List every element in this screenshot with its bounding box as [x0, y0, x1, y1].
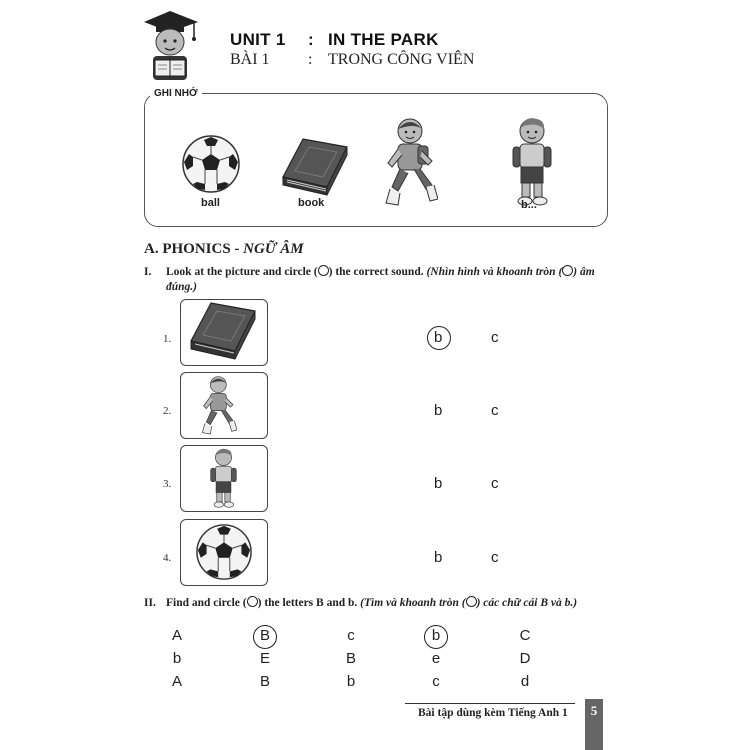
- letter-cell[interactable]: c: [432, 673, 440, 690]
- option-b[interactable]: b: [434, 475, 443, 492]
- vocab-caption-ball: ball: [201, 197, 220, 209]
- item-number: 3.: [163, 478, 172, 490]
- letter-cell[interactable]: b: [346, 673, 356, 690]
- item-number: 1.: [163, 333, 172, 345]
- instruction-vi-part: (Nhìn hình và khoanh tròn (: [426, 266, 563, 278]
- instruction-number: II.: [144, 597, 156, 609]
- remember-label: GHI NHỚ: [150, 88, 202, 99]
- letter-cell[interactable]: d: [520, 673, 530, 690]
- instruction-text: [166, 596, 606, 611]
- circle-symbol-icon: [466, 596, 477, 607]
- option-c[interactable]: c: [491, 402, 499, 419]
- unit-name: IN THE PARK: [328, 30, 439, 49]
- picture-frame: [180, 299, 268, 366]
- option-b[interactable]: b: [434, 549, 443, 566]
- item-number: 2.: [163, 405, 172, 417]
- footer-book-title: Bài tập dùng kèm Tiếng Anh 1: [418, 707, 568, 719]
- letter-cell[interactable]: A: [171, 627, 182, 644]
- vocab-caption-book: book: [298, 197, 325, 209]
- instruction-vi-part: (Tìm và khoanh tròn (: [360, 597, 466, 609]
- lesson-name: TRONG CÔNG VIÊN: [328, 51, 475, 68]
- unit-colon: :: [308, 30, 314, 49]
- instruction-text-part: Find and circle (: [166, 597, 247, 609]
- letter-cell[interactable]: b: [431, 627, 441, 644]
- picture-frame: [180, 519, 268, 586]
- instruction-text-part: Look at the picture and circle (: [166, 266, 318, 278]
- footer-rule: [405, 703, 575, 704]
- letter-cell[interactable]: b: [172, 650, 182, 667]
- option-b[interactable]: b: [434, 402, 443, 419]
- circle-symbol-icon: [318, 265, 329, 276]
- running-boy-icon: [384, 117, 438, 209]
- option-c[interactable]: c: [491, 329, 499, 346]
- letter-cell[interactable]: B: [259, 627, 270, 644]
- letter-cell[interactable]: D: [519, 650, 531, 667]
- circle-symbol-icon: [247, 596, 258, 607]
- instruction-vi-part: ) âm đúng.): [166, 266, 595, 293]
- graduate-boy-icon: [140, 8, 202, 82]
- vocab-caption-partial: b...: [521, 199, 537, 211]
- section-heading-phonics: [144, 241, 304, 258]
- instruction-text-part: ) the letters B and b.: [257, 597, 361, 609]
- letter-cell[interactable]: A: [171, 673, 182, 690]
- letter-cell[interactable]: B: [345, 650, 356, 667]
- picture-frame: [180, 372, 268, 439]
- lesson-label: BÀI 1: [230, 51, 270, 68]
- book-icon: [189, 301, 257, 361]
- soccer-ball-icon: [195, 523, 253, 581]
- letter-cell[interactable]: B: [259, 673, 270, 690]
- instruction-text: [166, 265, 606, 295]
- letter-cell[interactable]: C: [519, 627, 531, 644]
- option-c[interactable]: c: [491, 549, 499, 566]
- option-c[interactable]: c: [491, 475, 499, 492]
- option-b[interactable]: b: [434, 329, 443, 346]
- instruction-vi-part: ) các chữ cái B và b.): [476, 597, 578, 609]
- instruction-number: I.: [144, 266, 152, 278]
- letter-cell[interactable]: c: [347, 627, 355, 644]
- book-icon: [281, 137, 349, 197]
- lesson-colon: :: [308, 51, 313, 68]
- standing-boy-icon: [208, 448, 239, 510]
- standing-boy-icon: [509, 117, 555, 209]
- unit-title: [230, 30, 439, 50]
- running-boy-icon: [201, 375, 237, 437]
- instruction-text-part: ) the correct sound.: [328, 266, 427, 278]
- section-title-vi: NGỮ ÂM: [243, 241, 304, 257]
- instruction-1: [144, 265, 608, 297]
- instruction-2: [144, 596, 608, 628]
- item-number: 4.: [163, 552, 172, 564]
- lesson-title: [230, 51, 475, 69]
- picture-frame: [180, 445, 268, 512]
- letter-cell[interactable]: E: [259, 650, 270, 667]
- letter-cell[interactable]: e: [431, 650, 441, 667]
- soccer-ball-icon: [181, 134, 241, 194]
- circle-symbol-icon: [562, 265, 573, 276]
- section-title: A. PHONICS -: [144, 241, 244, 257]
- unit-label: UNIT 1: [230, 30, 286, 49]
- page-number: 5: [585, 699, 603, 750]
